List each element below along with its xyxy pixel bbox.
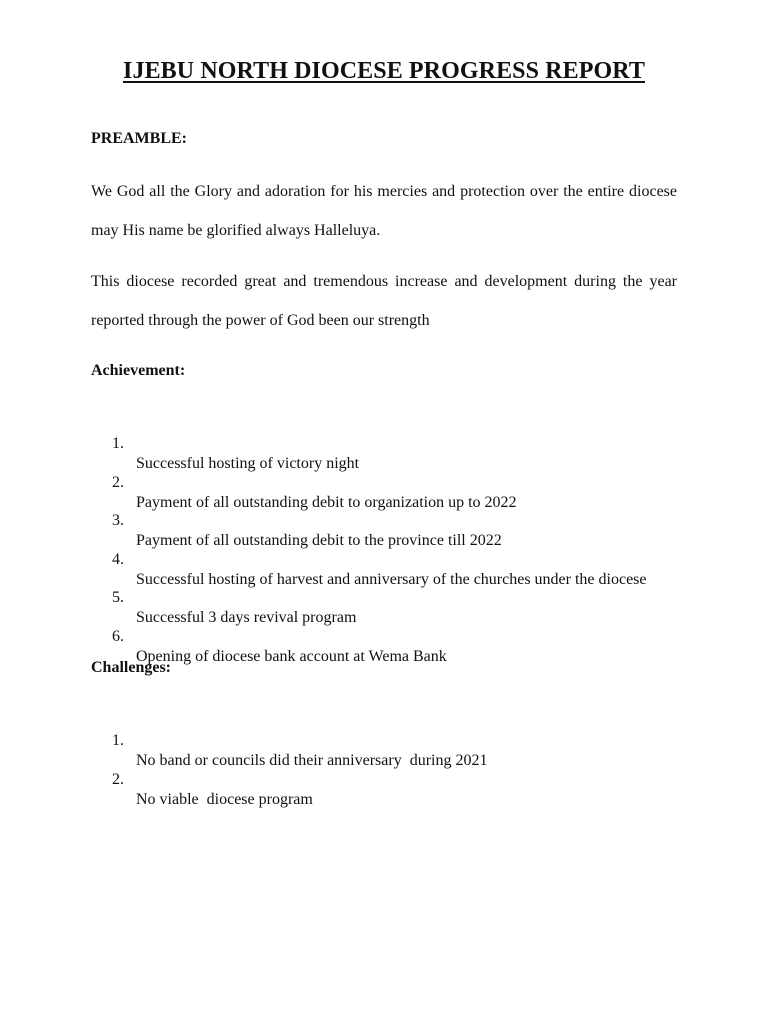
list-item-text: Successful 3 days revival program [136, 609, 357, 627]
report-title: IJEBU NORTH DIOCESE PROGRESS REPORT [123, 58, 645, 84]
list-item-text: No band or councils did their anniversary during 2021 [136, 752, 488, 769]
list-item [91, 414, 691, 472]
list-item-number: 3. [112, 512, 124, 530]
list-item-text: Payment of all outstanding debit to the province till 2022 [136, 532, 502, 550]
list-item-text: No viable diocese program [136, 790, 313, 808]
list-item-text: Successful hosting of victory night [136, 455, 360, 472]
preamble-paragraph-1-line-1: We God all the Glory and adoration for his mercies and protection over the entire diocese [91, 183, 677, 200]
list-item [91, 530, 691, 588]
preamble-paragraph-2 [91, 262, 677, 340]
preamble-paragraph-1-line-2: may His name be glorified always Halleluya. [91, 222, 381, 239]
challenges-list [91, 711, 691, 808]
preamble-paragraph-1 [91, 172, 677, 250]
preamble-heading: PREAMBLE: [91, 130, 187, 147]
list-item-text: Successful hosting of harvest and anniversary of the churches under the diocese [136, 570, 647, 588]
list-item [91, 453, 691, 511]
list-item-number: 1. [112, 732, 124, 749]
list-item-number: 2. [112, 473, 124, 491]
list-item-number: 1. [112, 435, 124, 452]
list-item [91, 750, 691, 808]
preamble-paragraph-2-line-2: reported through the power of God been our strength [91, 312, 430, 329]
list-item-number: 5. [112, 589, 124, 607]
list-item-number: 4. [112, 550, 124, 568]
achievement-list [91, 414, 691, 665]
list-item-text: Payment of all outstanding debit to organization up to 2022 [136, 493, 517, 511]
list-item [91, 607, 691, 665]
preamble-paragraph-2-line-1: This diocese recorded great and tremendous increase and development during the year [91, 273, 677, 290]
list-item [91, 568, 691, 627]
list-item [91, 711, 691, 769]
list-item-number: 2. [112, 770, 124, 788]
list-item-number: 6. [112, 627, 124, 645]
achievement-heading: Achievement: [91, 362, 186, 379]
list-item [91, 491, 691, 550]
challenges-heading: Challenges: [91, 659, 171, 676]
list-item-text: Opening of diocese bank account at Wema Bank [136, 647, 447, 665]
